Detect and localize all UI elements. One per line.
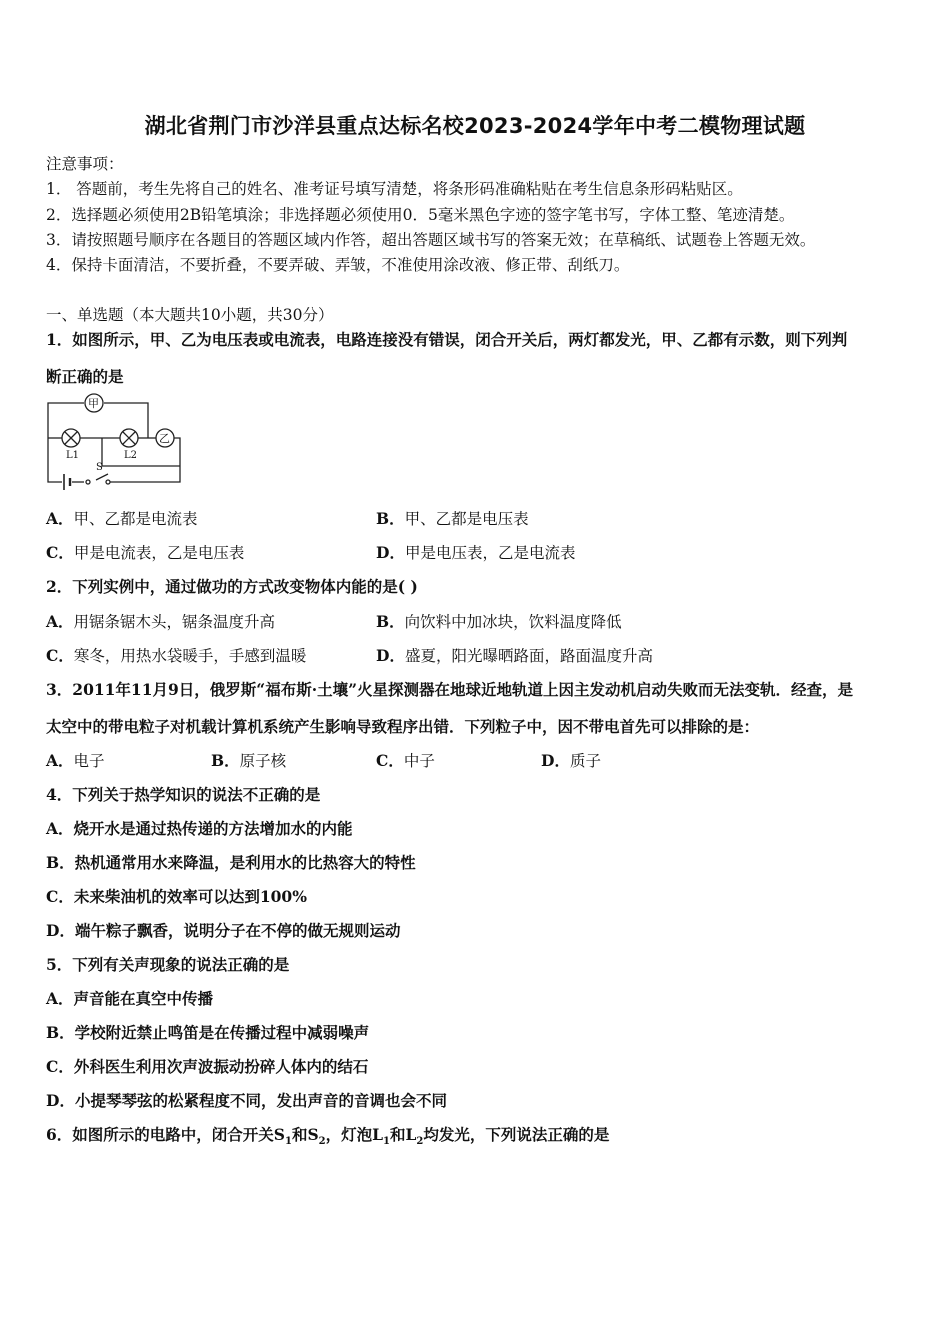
notice-item: 4．保持卡面清洁，不要折叠，不要弄破、弄皱，不准使用涂改液、修正带、刮纸刀。: [46, 256, 630, 274]
circuit-diagram-q1: [44, 392, 186, 492]
question-4-stem: 4．下列关于热学知识的说法不正确的是: [46, 785, 321, 804]
notice-heading: 注意事项：: [46, 155, 124, 173]
question-3-stem-cont: 太空中的带电粒子对机载计算机系统产生影响导致程序出错．下列粒子中，因不带电首先可以排除的是：: [46, 717, 760, 736]
switch-contact: [106, 480, 110, 484]
section-heading: 一、单选题（本大题共10小题，共30分）: [46, 306, 334, 324]
q5-option-c: C．外科医生利用次声波振动扮碎人体内的结石: [46, 1057, 369, 1076]
q5-option-d: D．小提琴琴弦的松紧程度不同，发出声音的音调也会不同: [46, 1091, 447, 1110]
switch-contact: [86, 480, 90, 484]
question-3-stem: 3．2011年11月9日，俄罗斯“福布斯·土壤”火星探测器在地球近地轨道上因主发动机启动失败而无法变轨．经查，是: [46, 680, 854, 699]
q5-option-b: B．学校附近禁止鸣笛是在传播过程中减弱噪声: [46, 1023, 370, 1042]
notice-item: 1． 答题前，考生先将自己的姓名、准考证号填写清楚，将条形码准确粘贴在考生信息条形码粘贴区。: [46, 180, 743, 198]
q4-option-c: C．未来柴油机的效率可以达到100%: [46, 887, 307, 906]
q5-option-a: A．声音能在真空中传播: [46, 989, 214, 1008]
notice-item: 3．请按照题号顺序在各题目的答题区域内作答，超出答题区域书写的答案无效；在草稿纸、试题卷上答题无效。: [46, 231, 816, 249]
wire: [110, 466, 180, 482]
question-1-stem-cont: 断正确的是: [46, 367, 124, 386]
question-1-stem: 1．如图所示，甲、乙为电压表或电流表，电路连接没有错误，闭合开关后，两灯都发光，甲、乙都有示数，则下列判: [46, 330, 848, 349]
q4-option-a: A．烧开水是通过热传递的方法增加水的内能: [46, 819, 353, 838]
question-2-stem: 2．下列实例中，通过做功的方式改变物体内能的是( ): [46, 577, 418, 596]
notice-item: 2．选择题必须使用2B铅笔填涂；非选择题必须使用0．5毫米黑色字迹的签字笔书写，字体工整、笔迹清楚。: [46, 206, 795, 224]
q1-option-d: D．甲是电压表，乙是电流表: [376, 543, 576, 562]
q2-option-c: C．寒冬，用热水袋暖手，手感到温暖: [46, 646, 307, 665]
q3-option-c: C．中子: [376, 751, 435, 770]
wire: [174, 438, 180, 466]
q2-option-b: B．向饮料中加冰块，饮料温度降低: [376, 612, 622, 631]
switch-lever: [96, 474, 108, 480]
wire: [48, 438, 62, 482]
q3-option-a: A．电子: [46, 751, 105, 770]
q4-option-b: B．热机通常用水来降温，是利用水的比热容大的特性: [46, 853, 416, 872]
q1-option-a: A．甲、乙都是电流表: [46, 509, 198, 528]
q1-option-c: C．甲是电流表，乙是电压表: [46, 543, 245, 562]
switch-label: S: [96, 462, 103, 473]
q4-option-d: D．端午粽子飘香，说明分子在不停的做无规则运动: [46, 921, 401, 940]
page-title: 湖北省荆门市沙洋县重点达标名校2023-2024学年中考二模物理试题: [144, 114, 806, 138]
q2-option-a: A．用锯条锯木头，锯条温度升高: [46, 612, 276, 631]
q1-option-b: B．甲、乙都是电压表: [376, 509, 529, 528]
lamp-2-label: L2: [124, 450, 138, 461]
q3-option-b: B．原子核: [211, 751, 287, 770]
question-6-stem: 6．如图所示的电路中，闭合开关$S_1$和$S_2$，灯泡$L_1$和$L_2$均发光，下列说法正确的是: [46, 1125, 610, 1148]
meter-top-label: 甲: [88, 397, 99, 410]
q3-option-d: D．质子: [541, 751, 601, 770]
meter-right-label: 乙: [159, 432, 170, 445]
q2-option-d: D．盛夏，阳光曝晒路面，路面温度升高: [376, 646, 653, 665]
lamp-1-label: L1: [66, 450, 80, 461]
question-5-stem: 5．下列有关声现象的说法正确的是: [46, 955, 290, 974]
